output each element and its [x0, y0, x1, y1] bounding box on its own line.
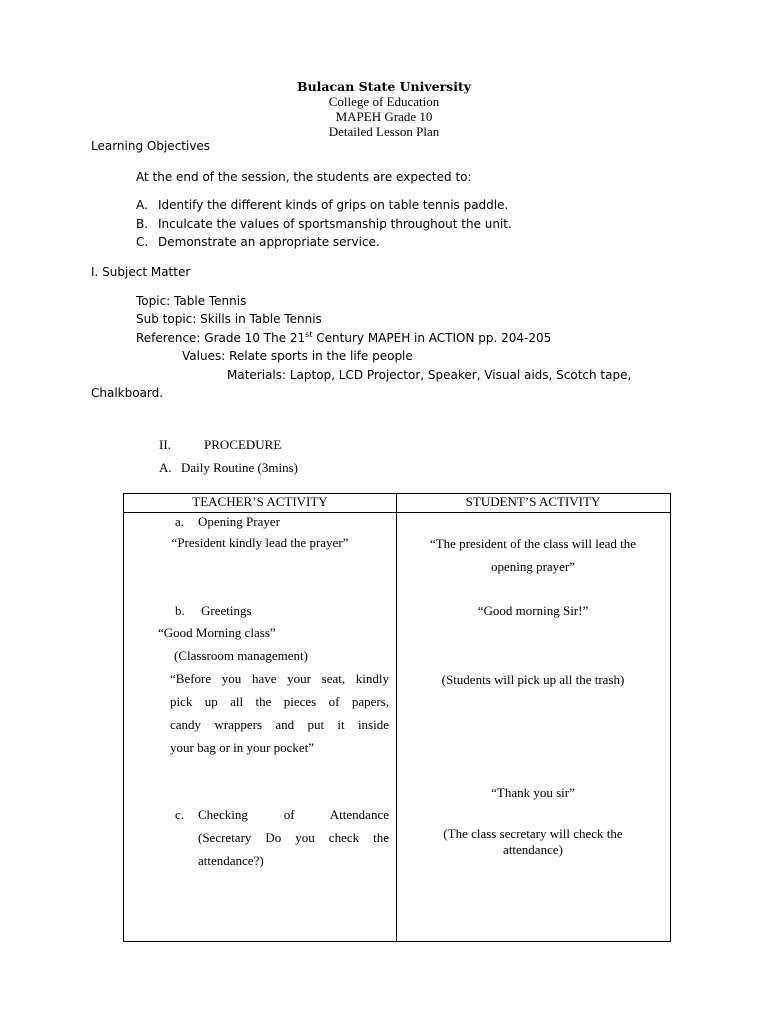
- subtopic: Sub topic: Skills in Table Tennis: [136, 312, 322, 326]
- reference: [136, 331, 551, 345]
- objectives-intro: At the end of the session, the students are expected to:: [136, 170, 472, 184]
- teacher-item-b-marker: b.: [175, 603, 185, 618]
- student-item-c-action-1: (The class secretary will check the: [443, 826, 623, 841]
- teacher-item-b-note: (Classroom management): [174, 648, 308, 663]
- reference-text-pre: Reference: Grade 10 The 21: [136, 331, 306, 345]
- teacher-item-b-label: Greetings: [201, 603, 252, 618]
- teacher-item-b-instruction-4: your bag or in your pocket”: [170, 740, 315, 755]
- teacher-item-a-line: “President kindly lead the prayer”: [171, 535, 349, 550]
- procedure-heading: PROCEDURE: [204, 437, 282, 452]
- teacher-item-a-marker: a.: [175, 514, 185, 529]
- teacher-item-c-line-2: (Secretary Do you check the: [198, 830, 389, 845]
- subject-grade: MAPEH Grade 10: [335, 109, 433, 124]
- college-name: College of Education: [328, 94, 440, 109]
- subject-matter-heading: I. Subject Matter: [91, 265, 191, 279]
- student-item-c-thanks: “Thank you sir”: [491, 785, 575, 800]
- objective-item-c: Demonstrate an appropriate service.: [158, 235, 380, 249]
- plan-type: Detailed Lesson Plan: [328, 124, 440, 139]
- teacher-item-c-line-3: attendance?): [198, 853, 264, 868]
- reference-superscript: st: [305, 330, 313, 339]
- teacher-item-b-line: “Good Morning class”: [158, 625, 276, 640]
- materials: Materials: Laptop, LCD Projector, Speaker, Visual aids, Scotch tape,: [227, 368, 632, 382]
- values: Values: Relate sports in the life people: [182, 349, 413, 363]
- teacher-item-a-label: Opening Prayer: [198, 514, 280, 529]
- student-activity-header: STUDENT’S ACTIVITY: [465, 494, 601, 509]
- student-item-a-line-2: opening prayer”: [490, 559, 576, 574]
- student-item-b-action: (Students will pick up all the trash): [441, 672, 625, 687]
- student-item-a-line-1: “The president of the class will lead the: [429, 536, 637, 551]
- objective-item-b: Inculcate the values of sportsmanship throughout the unit.: [158, 217, 512, 231]
- teacher-activity-header: TEACHER’S ACTIVITY: [192, 494, 328, 509]
- procedure-number: II.: [159, 437, 171, 452]
- teacher-item-c-line-1: Checking of Attendance: [198, 807, 389, 822]
- procedure-sub-marker: A.: [159, 460, 172, 475]
- university-name: Bulacan State University: [297, 79, 471, 94]
- topic: Topic: Table Tennis: [136, 294, 247, 308]
- objectives-heading: Learning Objectives: [91, 139, 211, 153]
- teacher-item-b-instruction-3: candy wrappers and put it inside: [170, 717, 389, 732]
- teacher-item-b-instruction-2: pick up all the pieces of papers,: [170, 694, 389, 709]
- student-item-c-action-2: attendance): [503, 842, 563, 857]
- objective-item-a: Identify the different kinds of grips on table tennis paddle.: [158, 198, 509, 212]
- procedure-sub-heading: Daily Routine (3mins): [181, 460, 298, 475]
- objective-marker-c: C.: [136, 235, 149, 249]
- objective-marker-b: B.: [136, 217, 149, 231]
- teacher-item-b-instruction-1: “Before you have your seat, kindly: [170, 671, 389, 686]
- objective-marker-a: A.: [136, 198, 148, 212]
- teacher-item-c-marker: c.: [175, 807, 185, 822]
- materials-continued: Chalkboard.: [91, 386, 164, 400]
- student-item-b-line: “Good morning Sir!”: [477, 603, 589, 618]
- reference-text-post: Century MAPEH in ACTION pp. 204-205: [312, 331, 552, 345]
